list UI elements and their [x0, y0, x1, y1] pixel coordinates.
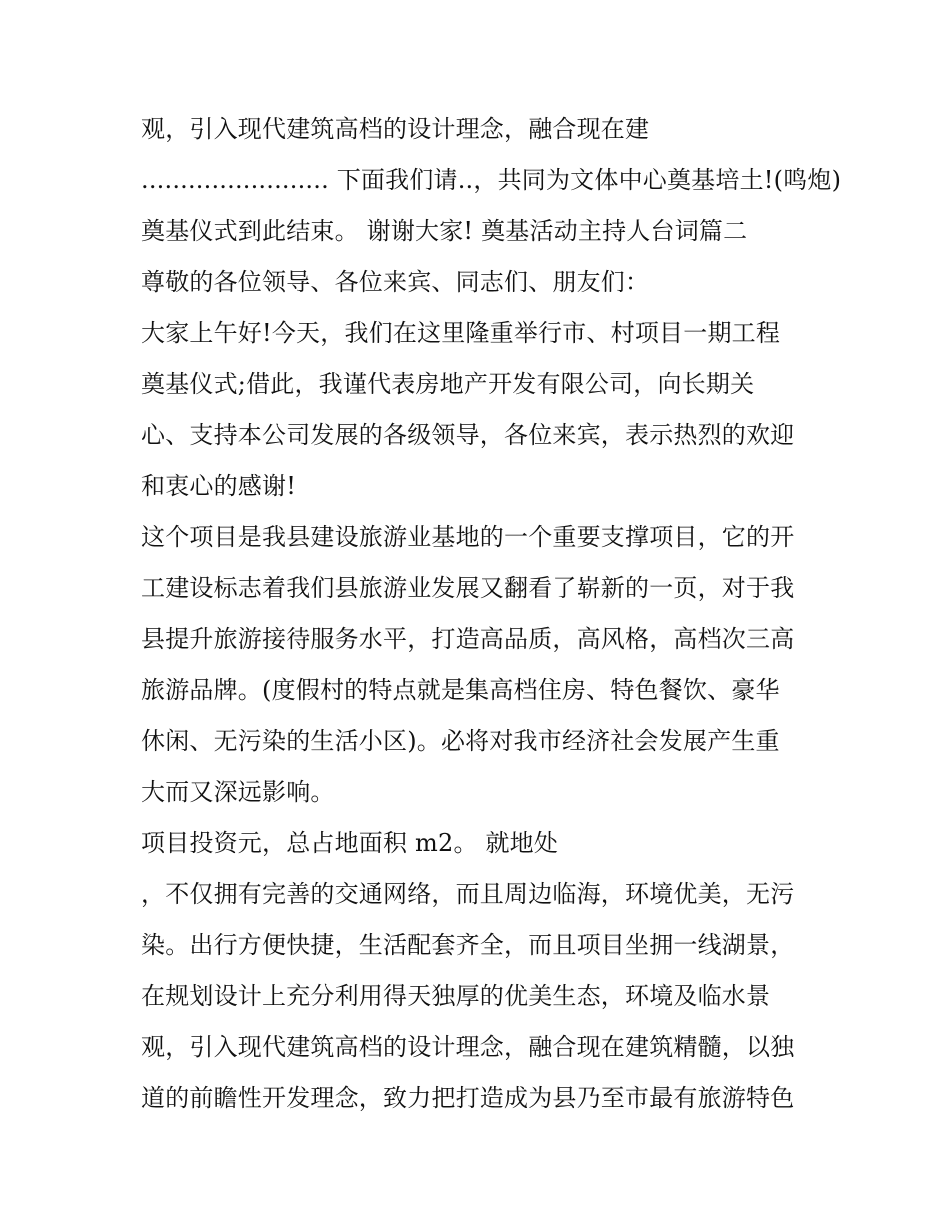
text-line-4: 尊敬的各位领导、各位来宾、同志们、朋友们：: [141, 268, 650, 296]
text-line-16: ，不仅拥有完善的交通网络，而且周边临海，环境优美，无污: [141, 880, 795, 908]
text-line-9: 这个项目是我县建设旅游业基地的一个重要支撑项目，它的开: [141, 523, 795, 551]
text-line-15: 项目投资元，总占地面积 m2。 就地处: [141, 829, 559, 857]
text-line-17: 染。出行方便快捷，生活配套齐全，而且项目坐拥一线湖景，: [141, 931, 795, 959]
text-line-14: 大而又深远影响。: [141, 778, 335, 806]
text-line-13: 休闲、无污染的生活小区)。必将对我市经济社会发展产生重: [141, 727, 780, 755]
text-line-10: 工建设标志着我们县旅游业发展又翻看了崭新的一页，对于我: [141, 574, 795, 602]
text-line-19: 观，引入现代建筑高档的设计理念，融合现在建筑精髓，以独: [141, 1033, 795, 1061]
text-line-1: 观，引入现代建筑高档的设计理念，融合现在建: [141, 115, 650, 143]
text-line-8: 和衷心的感谢!: [141, 472, 297, 500]
text-line-5: 大家上午好!今天，我们在这里隆重举行市、村项目一期工程: [141, 319, 781, 347]
document-body: [141, 104, 842, 1124]
text-line-18: 在规划设计上充分利用得天独厚的优美生态，环境及临水景: [141, 982, 771, 1010]
text-line-11: 县提升旅游接待服务水平，打造高品质，高风格，高档次三高: [141, 625, 795, 653]
text-line-6: 奠基仪式;借此，我谨代表房地产开发有限公司，向长期关: [141, 370, 755, 398]
text-line-3: 奠基仪式到此结束。 谢谢大家! 奠基活动主持人台词篇二: [141, 217, 748, 245]
text-line-20: 道的前瞻性开发理念，致力把打造成为县乃至市最有旅游特色: [141, 1084, 795, 1112]
text-line-12: 旅游品牌。(度假村的特点就是集高档住房、特色餐饮、豪华: [141, 676, 780, 704]
text-line-2: ........................ 下面我们请..，共同为文体中心奠基培土!(鸣炮): [141, 166, 842, 194]
text-line-7: 心、支持本公司发展的各级领导，各位来宾，表示热烈的欢迎: [141, 421, 795, 449]
